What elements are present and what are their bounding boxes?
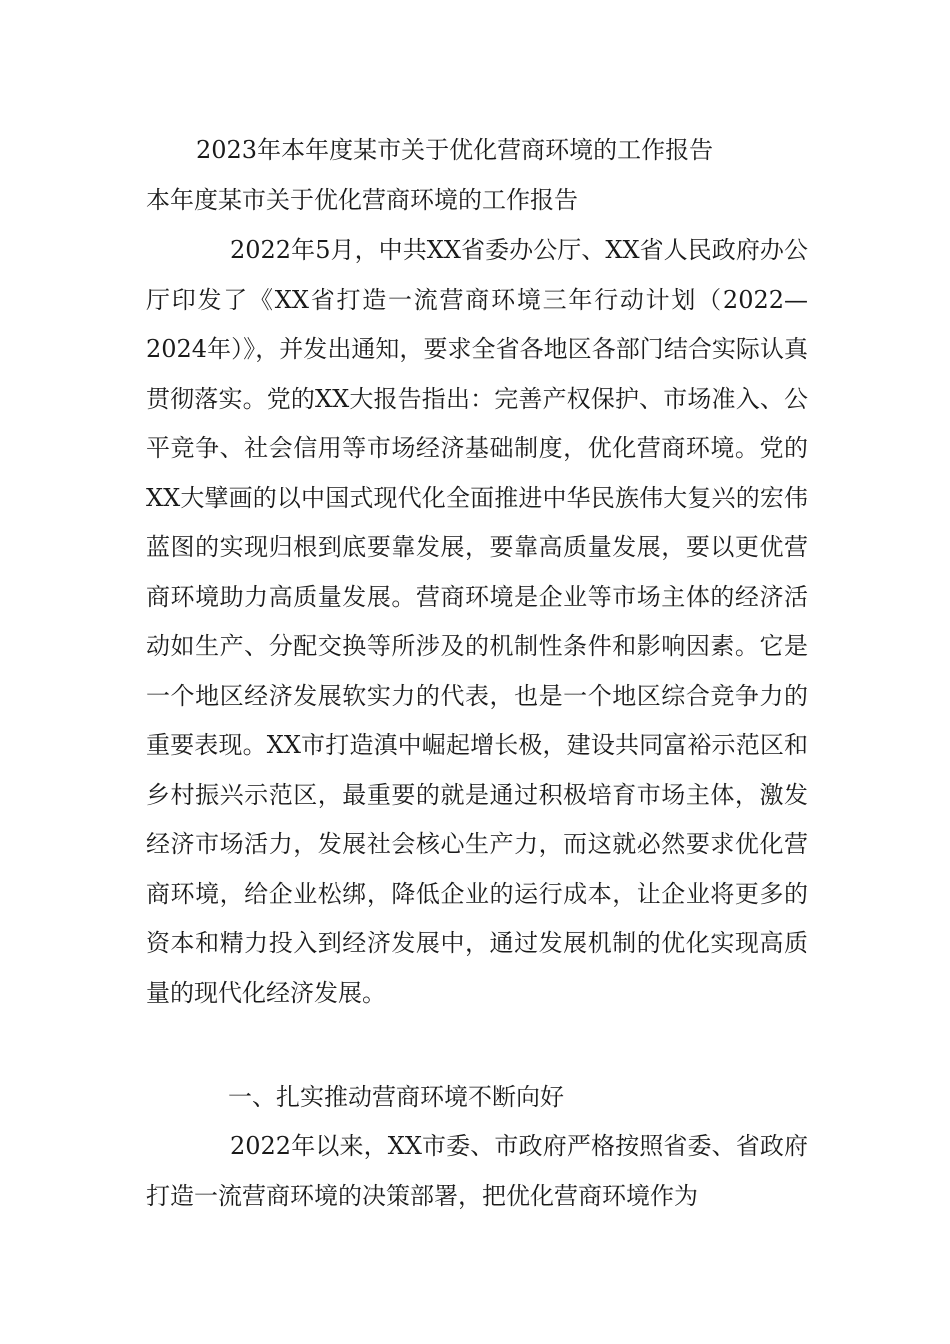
paragraph-section-1: 2022年以来，XX市委、市政府严格按照省委、省政府打造一流营商环境的决策部署，把优化营商环境作为 <box>146 1132 808 1210</box>
document-subtitle: 本年度某市关于优化营商环境的工作报告 <box>146 186 578 214</box>
paragraph-intro: 2022年5月，中共XX省委办公厅、XX省人民政府办公厅印发了《XX省打造一流营商环境三年行动计划（2022—2024年）》，并发出通知，要求全省各地区各部门结合实际认真贯彻落实。党的XX大报告指出：完善产权保护、市场准入、公平竞争、社会信用等市场经济基础制度，优化营商环境。党的XX大擘画的以中国式现代化全面推进中华民族伟大复兴的宏伟蓝图的实现归根到底要靠发展，要靠高质量发展，要以更优营商环境助力高质量发展。营商环境是企业等市场主体的经济活动如生产、分配交换等所涉及的机制性条件和影响因素。它是一个地区经济发展软实力的代表，也是一个地区综合竞争力的重要表现。XX市打造滇中崛起增长极，建设共同富裕示范区和乡村振兴示范区，最重要的就是通过积极培育市场主体，激发经济市场活力，发展社会核心生产力，而这就必然要求优化营商环境，给企业松绑，降低企业的运行成本，让企业将更多的资本和精力投入到经济发展中，通过发展机制的优化实现高质量的现代化经济发展。 <box>146 236 808 1007</box>
document-title: 2023年本年度某市关于优化营商环境的工作报告 <box>196 136 714 164</box>
section-heading-1: 一、扎实推动营商环境不断向好 <box>228 1083 564 1111</box>
